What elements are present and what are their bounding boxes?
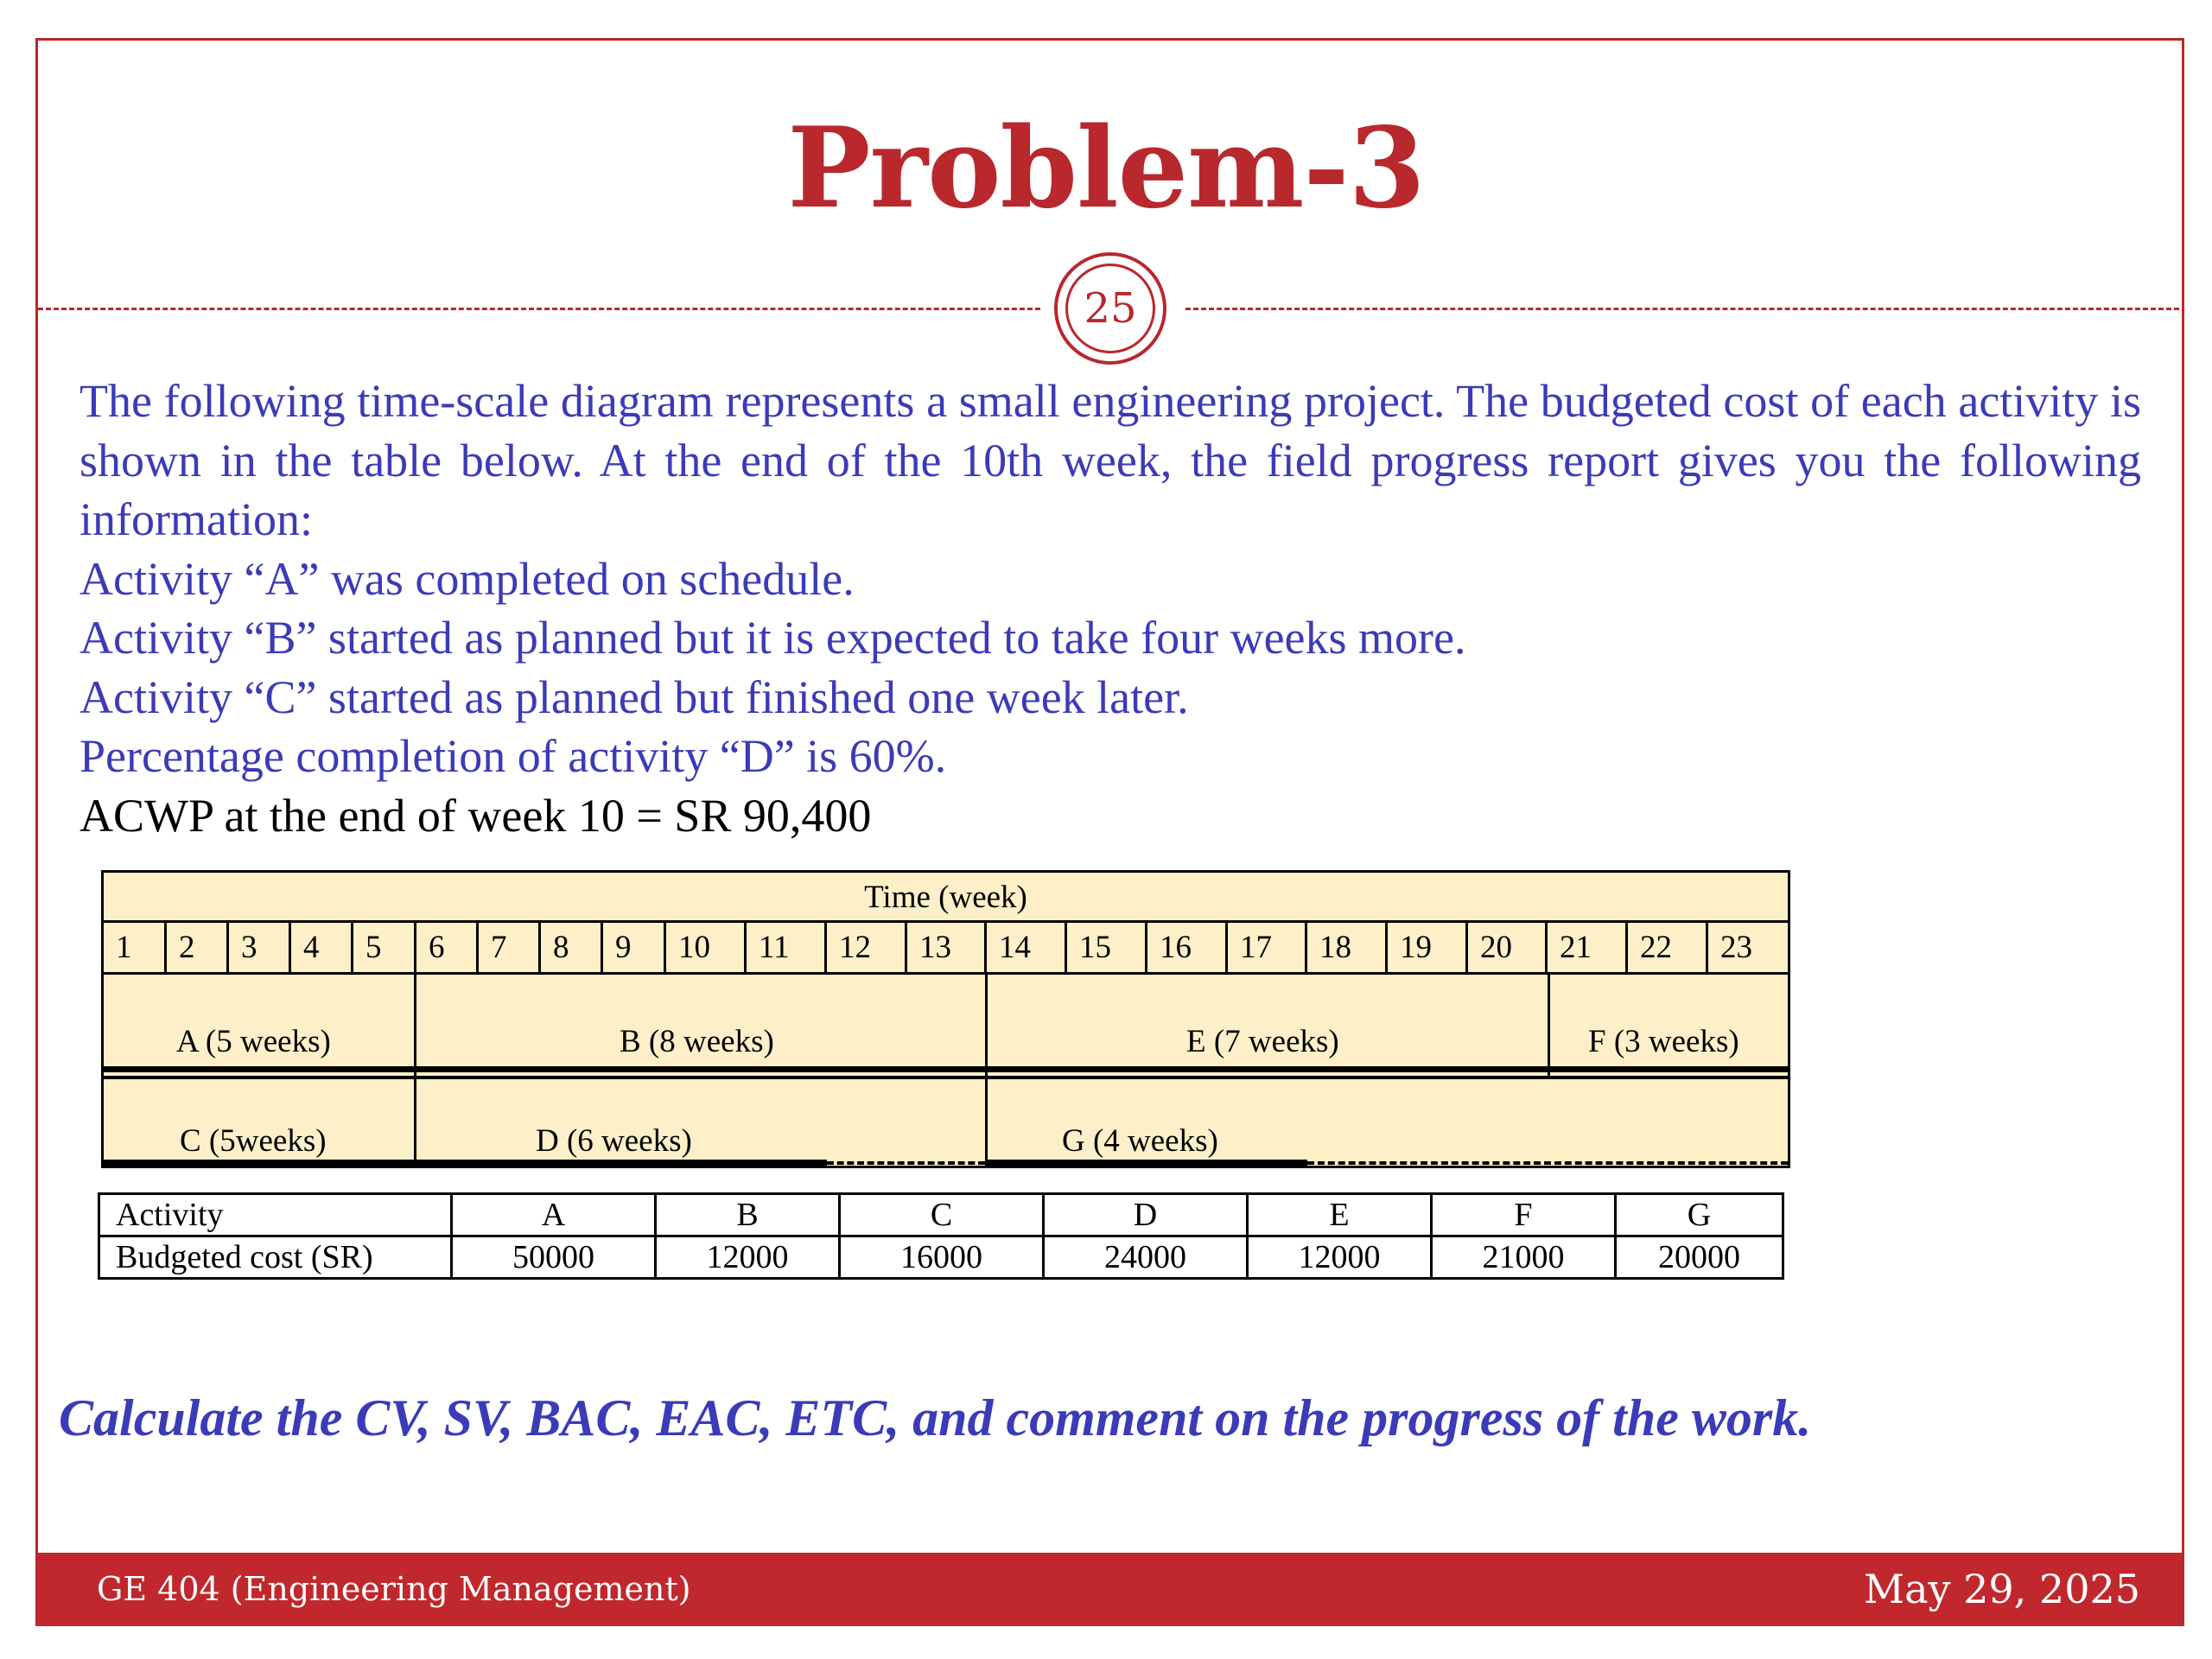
week-number-row: [104, 923, 1788, 975]
activity-g-label: G (4 weeks): [1062, 1123, 1218, 1159]
table-cell: 21000: [1432, 1236, 1616, 1279]
week-cell: 16: [1147, 923, 1228, 972]
activity-b-label: B (8 weeks): [620, 1024, 774, 1059]
week-cell: 7: [479, 923, 541, 972]
week-cell: 13: [907, 923, 987, 972]
week-cell: 22: [1628, 923, 1708, 972]
activity-divider: [1548, 975, 1550, 1076]
week-cell: 9: [603, 923, 666, 972]
time-scale-diagram: [101, 870, 1790, 1168]
table-cell: 12000: [656, 1236, 840, 1279]
week-cell: 20: [1468, 923, 1548, 972]
footer-date: May 29, 2025: [1864, 1566, 2140, 1612]
week-cell: 14: [987, 923, 1067, 972]
table-cell: G: [1616, 1194, 1783, 1236]
table-cell: Activity: [99, 1194, 452, 1236]
table-cell: A: [452, 1194, 656, 1236]
table-cell: D: [1044, 1194, 1248, 1236]
week-cell: 5: [353, 923, 416, 972]
title-divider-left: [38, 308, 1040, 310]
table-cell: F: [1432, 1194, 1616, 1236]
activity-a-label: A (5 weeks): [176, 1024, 331, 1059]
activity-a-note: Activity “A” was completed on schedule.: [79, 552, 855, 605]
acwp-note: ACWP at the end of week 10 = SR 90,400: [79, 789, 872, 842]
activity-g-bar: [985, 1160, 1307, 1166]
activity-c-note: Activity “C” started as planned but finished one week later.: [79, 671, 1189, 723]
activity-c-label: C (5weeks): [180, 1123, 327, 1159]
week-cell: 8: [541, 923, 603, 972]
week-cell: 15: [1067, 923, 1147, 972]
problem-statement: [79, 372, 2141, 845]
slide-title: Problem-3: [787, 104, 1425, 233]
table-cell: E: [1248, 1194, 1432, 1236]
week-cell: 4: [291, 923, 353, 972]
week-cell: 2: [167, 923, 229, 972]
activity-divider: [985, 1076, 988, 1166]
page-number-badge: [1054, 252, 1166, 365]
budget-cost-table: [98, 1192, 1784, 1280]
table-cell: 12000: [1248, 1236, 1432, 1279]
activity-divider: [414, 1076, 416, 1166]
week-cell: 21: [1548, 923, 1628, 972]
week-cell: 19: [1388, 923, 1468, 972]
table-cell: 24000: [1044, 1236, 1248, 1279]
activity-divider: [414, 975, 416, 1076]
table-cell: C: [840, 1194, 1044, 1236]
activity-row-1-bar: [104, 1066, 1788, 1072]
question-text: Calculate the CV, SV, BAC, EAC, ETC, and comment on the progress of the work.: [59, 1389, 1812, 1446]
week-cell: 23: [1720, 930, 1752, 965]
activity-d-note: Percentage completion of activity “D” is 60%.: [79, 730, 947, 782]
activity-c-d-bar: [104, 1160, 827, 1166]
activity-row-2-top: [104, 1076, 1788, 1079]
week-cell: 1: [104, 923, 167, 972]
activity-divider: [985, 975, 988, 1076]
week-cell: 18: [1307, 923, 1388, 972]
table-cell: Budgeted cost (SR): [99, 1236, 452, 1279]
table-cell: 50000: [452, 1236, 656, 1279]
activity-b-note: Activity “B” started as planned but it is expected to take four weeks more.: [79, 612, 1466, 664]
week-cell: 12: [827, 923, 907, 972]
time-axis-header: Time (week): [104, 873, 1788, 923]
activity-d-float: [827, 1161, 985, 1165]
table-row: [99, 1236, 1783, 1279]
week-cell: 11: [747, 923, 827, 972]
table-cell: 16000: [840, 1236, 1044, 1279]
table-header-row: [99, 1194, 1783, 1236]
week-cell: 10: [666, 923, 747, 972]
page-number: 25: [1065, 264, 1155, 353]
table-cell: B: [656, 1194, 840, 1236]
week-cell: 6: [416, 923, 479, 972]
table-cell: 20000: [1616, 1236, 1783, 1279]
footer-bar: [38, 1553, 2182, 1625]
intro-paragraph: The following time-scale diagram represents a small engineering project. The budgeted cost of each activity is shown in the table below. At the end of the 10th week, the field progress report gives you the following information:: [79, 375, 2141, 545]
activity-e-label: E (7 weeks): [1186, 1024, 1339, 1059]
footer-course: GE 404 (Engineering Management): [97, 1570, 691, 1608]
activity-d-label: D (6 weeks): [536, 1123, 692, 1159]
week-cell: 17: [1228, 923, 1307, 972]
week-cell: 3: [229, 923, 291, 972]
title-divider-right: [1185, 308, 2179, 310]
activity-f-label: F (3 weeks): [1588, 1024, 1739, 1059]
activity-g-float: [1307, 1161, 1788, 1165]
